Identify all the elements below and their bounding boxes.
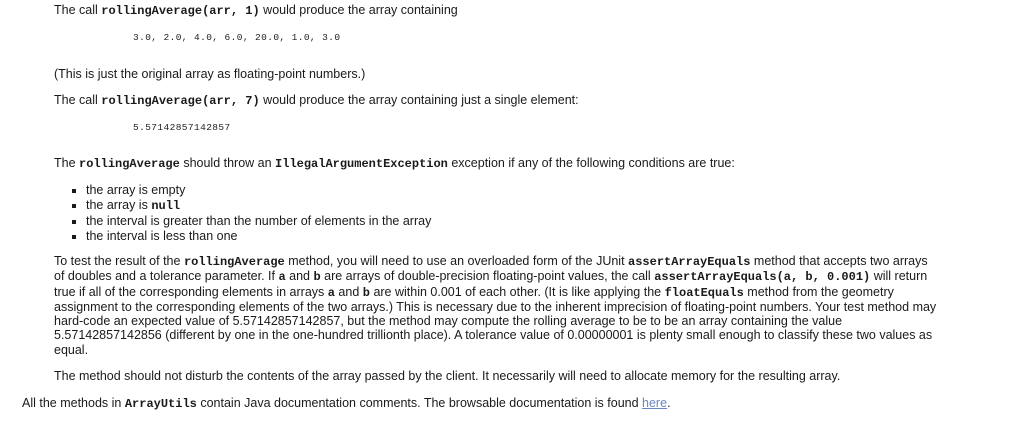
condition-interval-too-large: the interval is greater than the number of elements in the array (72, 214, 431, 229)
code-assert-array-equals: assertArrayEquals (628, 255, 751, 269)
testing-line-5: hard-code an expected value of 5.57142857142857, but the method may compute the rolling average to be to be an array containing the value (54, 314, 843, 329)
documentation-link[interactable]: here (642, 396, 668, 410)
code-var-a: a (327, 285, 335, 300)
testing-line-7: equal. (54, 342, 89, 357)
testing-line-4: assignment to the corresponding elements of the two arrays.) This is necessary due to the inherent imprecision of floating-point numbers. Your test method may (54, 299, 937, 314)
original-array-note: (This is just the original array as floating-point numbers.) (54, 67, 366, 81)
code-illegal-argument-exception: IllegalArgumentException (275, 157, 448, 171)
result-array-interval-1: 3.0, 2.0, 4.0, 6.0, 20.0, 1.0, 3.0 (133, 32, 341, 43)
exception-intro: The rollingAverage should throw an IllegalArgumentException exception if any of the following conditions are true: (54, 156, 735, 171)
code-var-a: a (278, 270, 286, 285)
code-array-utils: ArrayUtils (124, 397, 197, 411)
code-var-b: b (362, 285, 370, 300)
testing-paragraph (54, 254, 936, 357)
code-rolling-average-1-call: rollingAverage(arr, 1) (101, 4, 260, 18)
code-assert-array-equals-call: assertArrayEquals(a, b, 0.001) (654, 270, 871, 285)
code-float-equals: floatEquals (664, 285, 744, 300)
rolling-average-7-intro: The call rollingAverage(arr, 7) would produce the array containing just a single element: (54, 93, 579, 108)
code-null: null (151, 199, 181, 213)
code-var-b: b (313, 270, 321, 285)
result-value-interval-7: 5.57142857142857 (133, 122, 231, 133)
testing-line-2: of doubles and a tolerance parameter. If a and b are arrays of double-precision floating-point values, the call assertArrayEquals(a, b, 0.001) will return (54, 269, 928, 285)
testing-line-3: true if all of the corresponding elements in arrays a and b are within 0.001 of each other. (It is like applying the floatEquals method from the geometry (54, 284, 894, 300)
testing-line-1: To test the result of the rollingAverage method, you will need to use an overloaded form of the JUnit assertArrayEquals method that accepts two arrays (54, 254, 928, 269)
documentation-footer: All the methods in ArrayUtils contain Java documentation comments. The browsable documentation is found here. (22, 396, 671, 411)
code-rolling-average-method: rollingAverage (79, 157, 180, 171)
code-rolling-average-7-call: rollingAverage(arr, 7) (101, 94, 260, 108)
disturb-contents-note: The method should not disturb the contents of the array passed by the client. It necessarily will need to allocate memory for the resulting array. (54, 369, 841, 383)
rolling-average-1-intro: The call rollingAverage(arr, 1) would produce the array containing (54, 3, 458, 18)
testing-line-6: 5.57142857142856 (different by one in the one-hundred trillionth place). A tolerance value of 0.00000001 is plenty small enough to classify these two values as (54, 328, 933, 343)
condition-empty-array: the array is empty (72, 183, 431, 198)
condition-interval-less-than-one: the interval is less than one (72, 229, 431, 244)
condition-null-array: the array is null (72, 198, 431, 214)
exception-conditions-list (72, 183, 431, 244)
code-rolling-average: rollingAverage (183, 255, 285, 269)
